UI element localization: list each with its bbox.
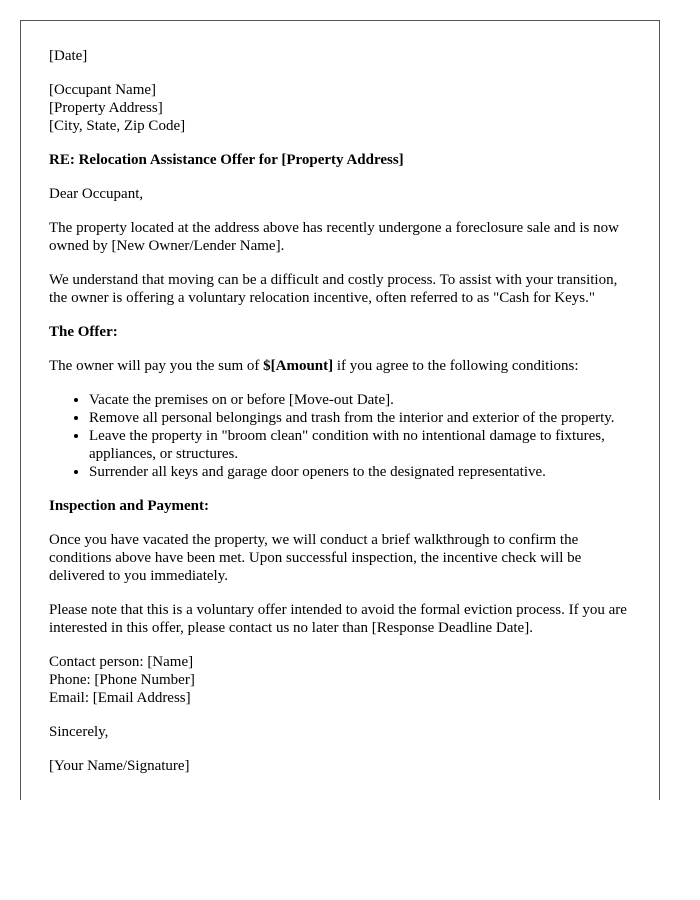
subject-line: RE: Relocation Assistance Offer for [Property Address] bbox=[49, 152, 404, 168]
condition-item: • Vacate the premises on or before [Move-out Date]. bbox=[89, 391, 631, 409]
condition-item: • Surrender all keys and garage door openers to the designated representative. bbox=[89, 463, 631, 481]
offer-intro-after: if you agree to the following conditions: bbox=[333, 358, 579, 374]
offer-intro bbox=[49, 357, 631, 375]
offer-amount: $[Amount] bbox=[263, 358, 334, 374]
contact-phone: Phone: [Phone Number] bbox=[49, 672, 195, 688]
conditions-list bbox=[49, 391, 631, 481]
offer-heading: The Offer: bbox=[49, 324, 118, 340]
signature: [Your Name/Signature] bbox=[49, 758, 190, 774]
condition-item: • Leave the property in "broom clean" condition with no intentional damage to fixtures, appliances, or structures. bbox=[89, 427, 631, 463]
salutation: Dear Occupant, bbox=[49, 186, 144, 202]
contact-block bbox=[49, 653, 631, 707]
inspection-heading: Inspection and Payment: bbox=[49, 498, 210, 514]
closing: Sincerely, bbox=[49, 724, 109, 740]
condition-item: • Remove all personal belongings and trash from the interior and exterior of the property. bbox=[89, 409, 631, 427]
offer-intro-before: The owner will pay you the sum of bbox=[49, 358, 264, 374]
recipient-city-state-zip: [City, State, Zip Code] bbox=[49, 118, 186, 134]
contact-person: Contact person: [Name] bbox=[49, 654, 194, 670]
letter-date: [Date] bbox=[49, 48, 88, 64]
paragraph-ownership: The property located at the address above has recently undergone a foreclosure sale and is now owned by [New Owner/Lender Name]. bbox=[49, 220, 619, 254]
paragraph-incentive: We understand that moving can be a difficult and costly process. To assist with your transition, the owner is offering a voluntary relocation incentive, often referred to as "Cash for Keys." bbox=[49, 272, 618, 306]
paragraph-deadline: Please note that this is a voluntary offer intended to avoid the formal eviction process. If you are interested in this offer, please contact us no later than [Response Deadline Date]. bbox=[49, 602, 627, 636]
recipient-block bbox=[49, 81, 631, 135]
recipient-name: [Occupant Name] bbox=[49, 82, 157, 98]
letter-page bbox=[20, 20, 660, 800]
paragraph-inspection: Once you have vacated the property, we will conduct a brief walkthrough to confirm the conditions above have been met. Upon successful inspection, the incentive check will be delivered to you immediately. bbox=[49, 532, 582, 584]
letter-body bbox=[21, 21, 659, 775]
recipient-address: [Property Address] bbox=[49, 100, 163, 116]
contact-email: Email: [Email Address] bbox=[49, 690, 191, 706]
